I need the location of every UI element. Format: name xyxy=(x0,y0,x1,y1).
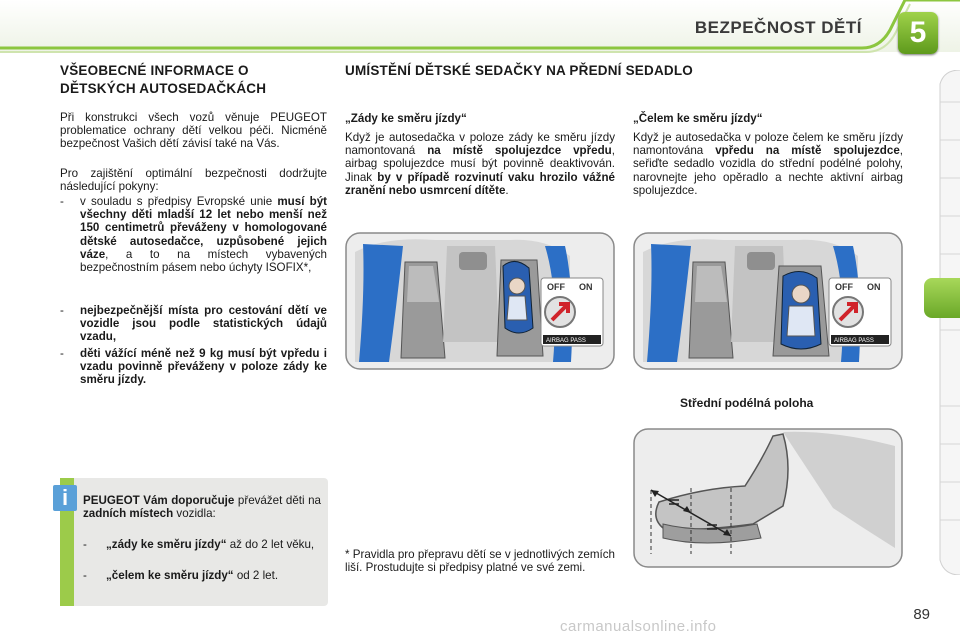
page-number: 89 xyxy=(913,606,930,623)
forward-facing-car-illustration xyxy=(633,232,903,370)
left-heading-line1: VŠEOBECNÉ INFORMACE O xyxy=(60,63,249,78)
intro-paragraph: Při konstrukci všech vozů věnuje PEUGEOT problematice ochrany dětí velkou péči. Nicméně bezpečnost Vašich dětí závisí také na Vás. xyxy=(60,111,327,151)
watermark-text: carmanualsonline.info xyxy=(560,618,717,635)
airbag-on-label: ON xyxy=(867,282,881,292)
airbag-off-label: OFF xyxy=(835,282,853,292)
chapter-title: BEZPEČNOST DĚTÍ xyxy=(694,18,862,37)
forward-facing-subheading: „Čelem ke směru jízdy“ xyxy=(633,112,763,125)
list-dash: - xyxy=(83,538,87,551)
chapter-tabs xyxy=(926,70,960,575)
rear-facing-paragraph: Když je autosedačka v poloze zády ke směru jízdy namontovaná na místě spolujezdce vpředu, airbag spolujezdce musí být povinně deaktivován. Jinak by v případě rozvinutí vaku hrozilo vážné zranění nebo usmrcení dítěte. xyxy=(345,131,615,197)
airbag-on-label: ON xyxy=(579,282,593,292)
airbag-off-label: OFF xyxy=(547,282,565,292)
list-dash: - xyxy=(83,569,87,582)
list-dash: - xyxy=(60,195,64,208)
intro-paragraph-2: Pro zajištění optimální bezpečnosti dodržujte následující pokyny: xyxy=(60,167,327,194)
left-heading-line2: DĚTSKÝCH AUTOSEDAČKÁCH xyxy=(60,81,267,96)
seat-position-illustration xyxy=(633,428,903,568)
airbag-pass-label: AIRBAG PASS xyxy=(546,338,586,344)
forward-facing-paragraph: Když je autosedačka v poloze čelem ke směru jízdy namontována vpředu na místě spolujezdce, seřiďte sedadlo vozidla do střední podélné polohy, narovnejte jeho opěradlo a nechte aktivní airbag spolujezdce. xyxy=(633,131,903,197)
info-icon: i xyxy=(53,485,77,511)
list-item-eu-rules: v souladu s předpisy Evropské unie musí být všechny děti mladší 12 let nebo menší než 150 centimetrů převáženy v homologované dětské autosedačce, uzpůsobené jejich váze, a to na místech vybavených bezpečnostním pásem nebo úchyty ISOFIX*, xyxy=(80,195,328,275)
active-chapter-tab[interactable] xyxy=(924,278,960,318)
list-item-safest-seats: nejbezpečnější místa pro cestování dětí ve vozidle jsou podle statistických údajů vzadu, xyxy=(80,304,327,344)
chapter-number-badge: 5 xyxy=(898,12,938,54)
figure-caption: Střední podélná poloha xyxy=(680,396,814,410)
list-dash: - xyxy=(60,304,64,317)
info-item-rear-facing: „zády ke směru jízdy“ až do 2 let věku, xyxy=(106,538,315,551)
info-item-forward-facing: „čelem ke směru jízdy“ od 2 let. xyxy=(106,569,279,582)
rear-facing-car-illustration xyxy=(345,232,615,370)
list-item-under-9kg: děti vážící méně než 9 kg musí být vpředu i vzadu povinně převáženy v poloze zády ke směru jízdy. xyxy=(80,347,327,387)
rear-facing-subheading: „Zády ke směru jízdy“ xyxy=(345,112,467,125)
airbag-pass-label: AIRBAG PASS xyxy=(834,338,874,344)
list-dash: - xyxy=(60,347,64,360)
footnote: * Pravidla pro přepravu dětí se v jednotlivých zemích liší. Prostudujte si předpisy platné ve své zemi. xyxy=(345,548,616,575)
section-heading: UMÍSTĚNÍ DĚTSKÉ SEDAČKY NA PŘEDNÍ SEDADLO xyxy=(345,63,693,78)
info-box-text: PEUGEOT Vám doporučuje převážet děti na zadních místech vozidla: xyxy=(83,494,321,521)
